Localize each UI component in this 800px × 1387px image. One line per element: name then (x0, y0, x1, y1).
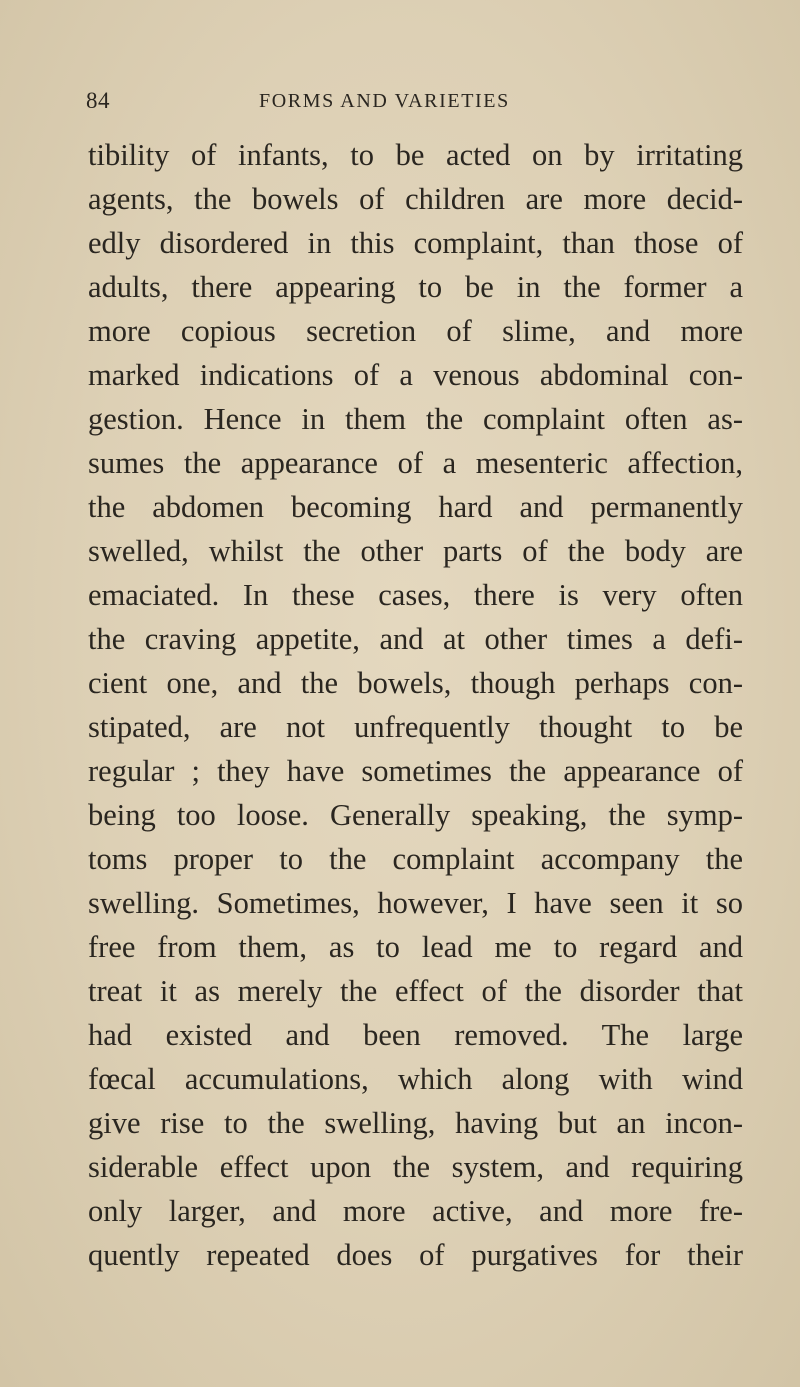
text-line: tibility of infants, to be acted on by irritating (88, 138, 743, 172)
text-line: only larger, and more active, and more fre- (88, 1194, 743, 1228)
text-line: treat it as merely the effect of the disorder that (88, 974, 743, 1008)
text-line: emaciated. In these cases, there is very often (88, 578, 743, 612)
text-line: free from them, as to lead me to regard and (88, 930, 743, 964)
body-text (88, 133, 743, 1277)
text-line: toms proper to the complaint accompany the (88, 842, 743, 876)
page-header (86, 88, 746, 122)
text-line: give rise to the swelling, having but an incon- (88, 1106, 743, 1140)
text-line: swelled, whilst the other parts of the body are (88, 534, 743, 568)
running-head: FORMS AND VARIETIES (259, 90, 510, 112)
text-line: regular ; they have sometimes the appearance of (88, 754, 743, 788)
text-line: had existed and been removed. The large (88, 1018, 743, 1052)
page-number: 84 (86, 88, 110, 113)
text-line: sumes the appearance of a mesenteric affection, (88, 446, 743, 480)
text-line: the abdomen becoming hard and permanently (88, 490, 743, 524)
text-line: the craving appetite, and at other times a defi- (88, 622, 743, 656)
text-line: swelling. Sometimes, however, I have seen it so (88, 886, 743, 920)
text-line: cient one, and the bowels, though perhaps con- (88, 666, 743, 700)
text-line: adults, there appearing to be in the former a (88, 270, 743, 304)
text-line: marked indications of a venous abdominal con- (88, 358, 743, 392)
text-line: gestion. Hence in them the complaint often as- (88, 402, 743, 436)
text-line: quently repeated does of purgatives for their (88, 1238, 743, 1272)
text-line: being too loose. Generally speaking, the symp- (88, 798, 743, 832)
text-line: agents, the bowels of children are more decid- (88, 182, 743, 216)
text-line: more copious secretion of slime, and more (88, 314, 743, 348)
text-line: siderable effect upon the system, and requiring (88, 1150, 743, 1184)
text-line: fœcal accumulations, which along with wind (88, 1062, 743, 1096)
text-line: stipated, are not unfrequently thought to be (88, 710, 743, 744)
text-line: edly disordered in this complaint, than those of (88, 226, 743, 260)
